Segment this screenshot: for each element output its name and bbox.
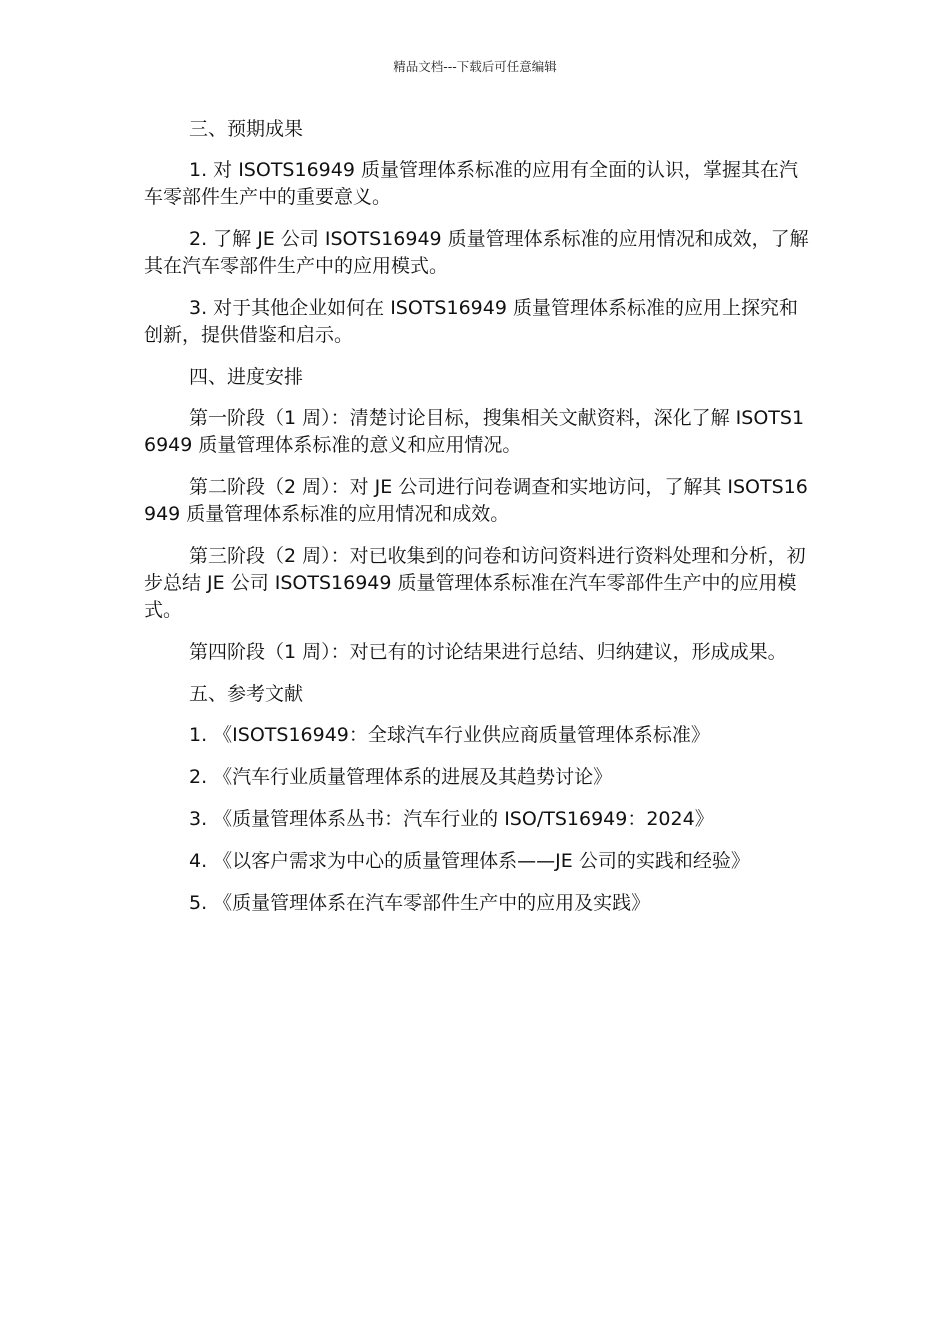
reference-item-5: 5. 《质量管理体系在汽车零部件生产中的应用及实践》 (189, 892, 651, 914)
reference-item-4: 4. 《以客户需求为中心的质量管理体系——JE 公司的实践和经验》 (189, 850, 750, 872)
schedule-phase-2: 第二阶段（2 周）：对 JE 公司进行问卷调查和实地访问，了解其 ISOTS16949 质量管理体系标准的应用情况和成效。 (144, 476, 808, 525)
page-header: 精品文档---下载后可任意编辑 (393, 59, 557, 74)
reference-item-1: 1. 《ISOTS16949：全球汽车行业供应商质量管理体系标准》 (189, 724, 710, 746)
schedule-phase-1: 第一阶段（1 周）：清楚讨论目标，搜集相关文献资料，深化了解 ISOTS16949 质量管理体系标准的意义和应用情况。 (144, 407, 805, 456)
section-heading-references: 五、参考文献 (189, 683, 304, 705)
expected-result-item-3: 3. 对于其他企业如何在 ISOTS16949 质量管理体系标准的应用上探究和创新，提供借鉴和启示。 (144, 297, 798, 346)
section-heading-schedule: 四、进度安排 (189, 366, 304, 388)
expected-result-item-2: 2. 了解 JE 公司 ISOTS16949 质量管理体系标准的应用情况和成效，了解其在汽车零部件生产中的应用模式。 (144, 228, 809, 277)
section-heading-expected-results: 三、预期成果 (189, 118, 304, 140)
reference-item-2: 2. 《汽车行业质量管理体系的进展及其趋势讨论》 (189, 766, 613, 788)
reference-item-3: 3. 《质量管理体系丛书：汽车行业的 ISO/TS16949：2024》 (189, 808, 714, 830)
schedule-phase-3: 第三阶段（2 周）：对已收集到的问卷和访问资料进行资料处理和分析，初步总结 JE 公司 ISOTS16949 质量管理体系标准在汽车零部件生产中的应用模式。 (144, 545, 806, 621)
document-body (144, 116, 809, 932)
expected-result-item-1: 1. 对 ISOTS16949 质量管理体系标准的应用有全面的认识，掌握其在汽车零部件生产中的重要意义。 (144, 159, 798, 208)
schedule-phase-4: 第四阶段（1 周）：对已有的讨论结果进行总结、归纳建议，形成成果。 (189, 641, 787, 663)
